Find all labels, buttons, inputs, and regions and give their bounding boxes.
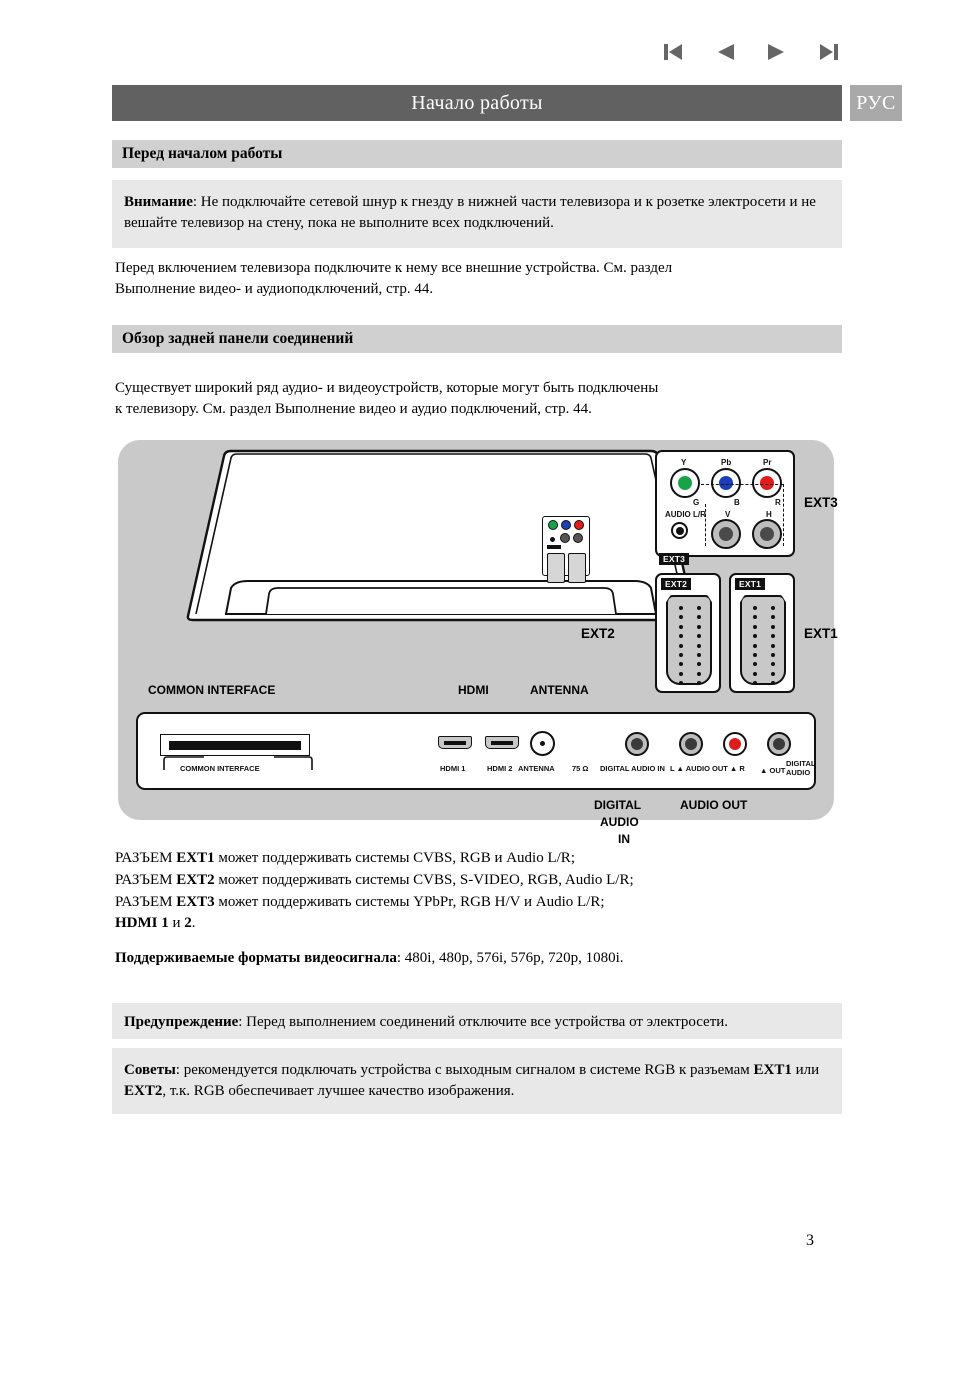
- mini-ext1-scart-icon: [568, 553, 586, 583]
- before-line-2: Выполнение видео- и аудиоподключений, стр. 44.: [115, 281, 434, 298]
- ext3-dash-right: [783, 484, 784, 546]
- tips-ext2: EXT2: [124, 1083, 163, 1100]
- tv-mini-connector-panel: [542, 516, 590, 576]
- ext3-h-label: H: [766, 510, 772, 519]
- digital-out-bracket-label-1: ▲ OUT: [760, 766, 786, 775]
- section-heading-rear-panel-overview: Обзор задней панели соединений: [112, 325, 842, 353]
- hdmi-title: HDMI: [458, 683, 489, 697]
- ext-support-info: [115, 848, 845, 935]
- digital-audio-in-title-2: AUDIO: [600, 815, 639, 829]
- ext2-info-post: может поддерживать системы CVBS, S-VIDEO, RGB, Audio L/R;: [214, 871, 634, 888]
- mini-h-jack-icon: [573, 533, 583, 543]
- mini-ext3-tag-icon: [547, 545, 561, 549]
- ext3-audio-jack-icon: [671, 522, 688, 539]
- last-page-icon[interactable]: [816, 40, 842, 64]
- ext3-pr-label: Pr: [763, 458, 772, 467]
- ext3-y-label: Y: [681, 458, 687, 467]
- tips-text-1: : рекомендуется подключать устройства с выходным сигналом в системе RGB к разъемам: [175, 1062, 754, 1078]
- hdmi-info-line: [115, 913, 845, 935]
- mini-scart-row: [546, 553, 586, 583]
- ext3-audio-label: AUDIO L/R: [665, 510, 706, 519]
- mini-y-jack-icon: [548, 520, 558, 530]
- mini-pr-jack-icon: [574, 520, 584, 530]
- ext3-y-jack-icon: [670, 468, 700, 498]
- ext3-info-post: может поддерживать системы YPbPr, RGB H/V и Audio L/R;: [214, 893, 605, 910]
- previous-page-icon[interactable]: [712, 40, 738, 64]
- ext3-dash-top: [701, 484, 783, 485]
- section-heading-before-start: Перед началом работы: [112, 140, 842, 168]
- ext1-pin-column-right: [771, 606, 775, 685]
- hdmi2-bracket-label: HDMI 2: [487, 764, 513, 773]
- digital-out-bracket-label-3: AUDIO: [786, 768, 811, 777]
- ext2-pin-column-right: [697, 606, 701, 685]
- paragraph-overview: [115, 378, 845, 421]
- common-interface-bracket-label: COMMON INTERFACE: [180, 764, 260, 773]
- overview-line-1: Существует широкий ряд аудио- и видеоустройств, которые могут быть подключены: [115, 380, 659, 396]
- audio-out-title: AUDIO OUT: [680, 798, 748, 812]
- hdmi-info-bold-a: HDMI 1: [115, 915, 169, 932]
- warning-text: : Перед выполнением соединений отключите все устройства от электросети.: [238, 1014, 729, 1030]
- ext1-pin-column-left: [753, 606, 757, 685]
- warning-label: Предупреждение: [124, 1014, 239, 1030]
- ext1-info-post: может поддерживать системы CVBS, RGB и Audio L/R;: [214, 850, 575, 866]
- page-navigation: [0, 36, 954, 68]
- hdmi1-bracket-label: HDMI 1: [440, 764, 466, 773]
- ext3-pb-label: Pb: [721, 458, 732, 467]
- first-page-icon[interactable]: [660, 40, 686, 64]
- ext3-tag: EXT3: [659, 553, 689, 565]
- digital-out-bracket-label-2: DIGITAL: [786, 759, 816, 768]
- ext1-info-line: [115, 848, 845, 870]
- common-interface-title: COMMON INTERFACE: [148, 683, 276, 697]
- ext2-scart-shape: [666, 595, 712, 685]
- ext1-info-bold: EXT1: [176, 850, 215, 866]
- ext1-info-pre: РАЗЪЕМ: [115, 850, 177, 866]
- digital-audio-in-title-3: IN: [618, 832, 630, 846]
- mini-component-row: [546, 520, 586, 530]
- ext3-h-jack-icon: [752, 519, 782, 549]
- warning-note: [112, 1003, 842, 1039]
- next-page-icon[interactable]: [764, 40, 790, 64]
- digital-audio-in-bracket-label: DIGITAL AUDIO IN: [600, 764, 665, 773]
- ext2-tag: EXT2: [661, 578, 691, 590]
- formats-label: Поддерживаемые форматы видеосигнала: [115, 950, 397, 966]
- attention-note: [112, 180, 842, 248]
- supported-formats-line: [115, 948, 845, 969]
- hdmi1-port-icon: [438, 736, 472, 749]
- ext3-pb-jack-icon: [711, 468, 741, 498]
- ext2-info-bold: EXT2: [176, 871, 215, 888]
- antenna-bracket-label: ANTENNA: [518, 764, 555, 773]
- ext2-side-label: EXT2: [581, 626, 615, 641]
- formats-values: : 480i, 480p, 576i, 576p, 720p, 1080i.: [396, 950, 624, 966]
- mini-v-jack-icon: [560, 533, 570, 543]
- ext2-connector-panel: [655, 573, 721, 693]
- audio-out-bracket-label: L ▲ AUDIO OUT ▲ R: [670, 764, 745, 773]
- hdmi-info-end: .: [191, 915, 196, 932]
- ext3-info-bold: EXT3: [176, 893, 215, 910]
- ext1-tag: EXT1: [735, 578, 765, 590]
- attention-text: : Не подключайте сетевой шнур к гнезду в нижней части телевизора и к розетке электросети и не вешайте телевизор на стену, пока не выполните всех подключений.: [124, 194, 816, 232]
- hdmi-info-bold-b: 2: [184, 915, 192, 932]
- bottom-connector-strip: [136, 712, 816, 790]
- mini-audio-row: [546, 533, 586, 543]
- tips-ext1: EXT1: [753, 1062, 792, 1078]
- mini-ext2-scart-icon: [547, 553, 565, 583]
- antenna-port-icon: [530, 731, 555, 756]
- mini-audio-jack-icon: [550, 537, 555, 542]
- rear-panel-diagram: [118, 440, 838, 846]
- page-title: Начало работы: [112, 85, 842, 121]
- tips-text-2: или: [791, 1062, 820, 1078]
- digital-audio-in-port-icon: [625, 732, 649, 756]
- language-badge: РУС: [850, 85, 902, 121]
- digital-audio-in-title-1: DIGITAL: [594, 798, 642, 812]
- audio-out-right-port-icon: [723, 732, 747, 756]
- ext2-pin-column-left: [679, 606, 683, 685]
- hdmi2-port-icon: [485, 736, 519, 749]
- ext1-scart-shape: [740, 595, 786, 685]
- antenna-impedance-label: 75 Ω: [572, 764, 589, 773]
- mini-pb-jack-icon: [561, 520, 571, 530]
- ext3-info-line: [115, 892, 845, 914]
- ext3-side-label: EXT3: [804, 495, 838, 510]
- digital-audio-out-port-icon: [767, 732, 791, 756]
- page-number: 3: [806, 1232, 814, 1249]
- ext3-inner: [665, 458, 785, 549]
- ext3-g-label: G: [693, 498, 700, 507]
- ext3-dash-left: [705, 504, 706, 546]
- attention-label: Внимание: [124, 194, 193, 210]
- antenna-title: ANTENNA: [530, 683, 589, 697]
- tips-note: [112, 1048, 842, 1114]
- audio-out-left-port-icon: [679, 732, 703, 756]
- ext3-v-label: V: [725, 510, 731, 519]
- ext3-pr-jack-icon: [752, 468, 782, 498]
- ext3-v-jack-icon: [711, 519, 741, 549]
- ext1-side-label: EXT1: [804, 626, 838, 641]
- hdmi-info-mid: и: [168, 915, 185, 932]
- tips-label: Советы: [124, 1062, 176, 1078]
- common-interface-slot-icon: [160, 734, 310, 756]
- overview-line-2: к телевизору. См. раздел Выполнение видео и аудио подключений, стр. 44.: [115, 401, 592, 418]
- ext3-info-pre: РАЗЪЕМ: [115, 893, 177, 910]
- ci-bracket-icon: [162, 756, 314, 770]
- before-line-1: Перед включением телевизора подключите к нему все внешние устройства. См. раздел: [115, 260, 673, 276]
- ext3-b-label: B: [734, 498, 740, 507]
- ext2-info-line: [115, 870, 845, 892]
- ext3-connector-panel: [655, 450, 795, 564]
- tips-text-3: , т.к. RGB обеспечивает лучшее качество изображения.: [162, 1083, 515, 1100]
- ext3-r-label: R: [775, 498, 781, 507]
- paragraph-before-start: [115, 258, 845, 301]
- ext1-connector-panel: [729, 573, 795, 693]
- ext2-info-pre: РАЗЪЕМ: [115, 871, 177, 888]
